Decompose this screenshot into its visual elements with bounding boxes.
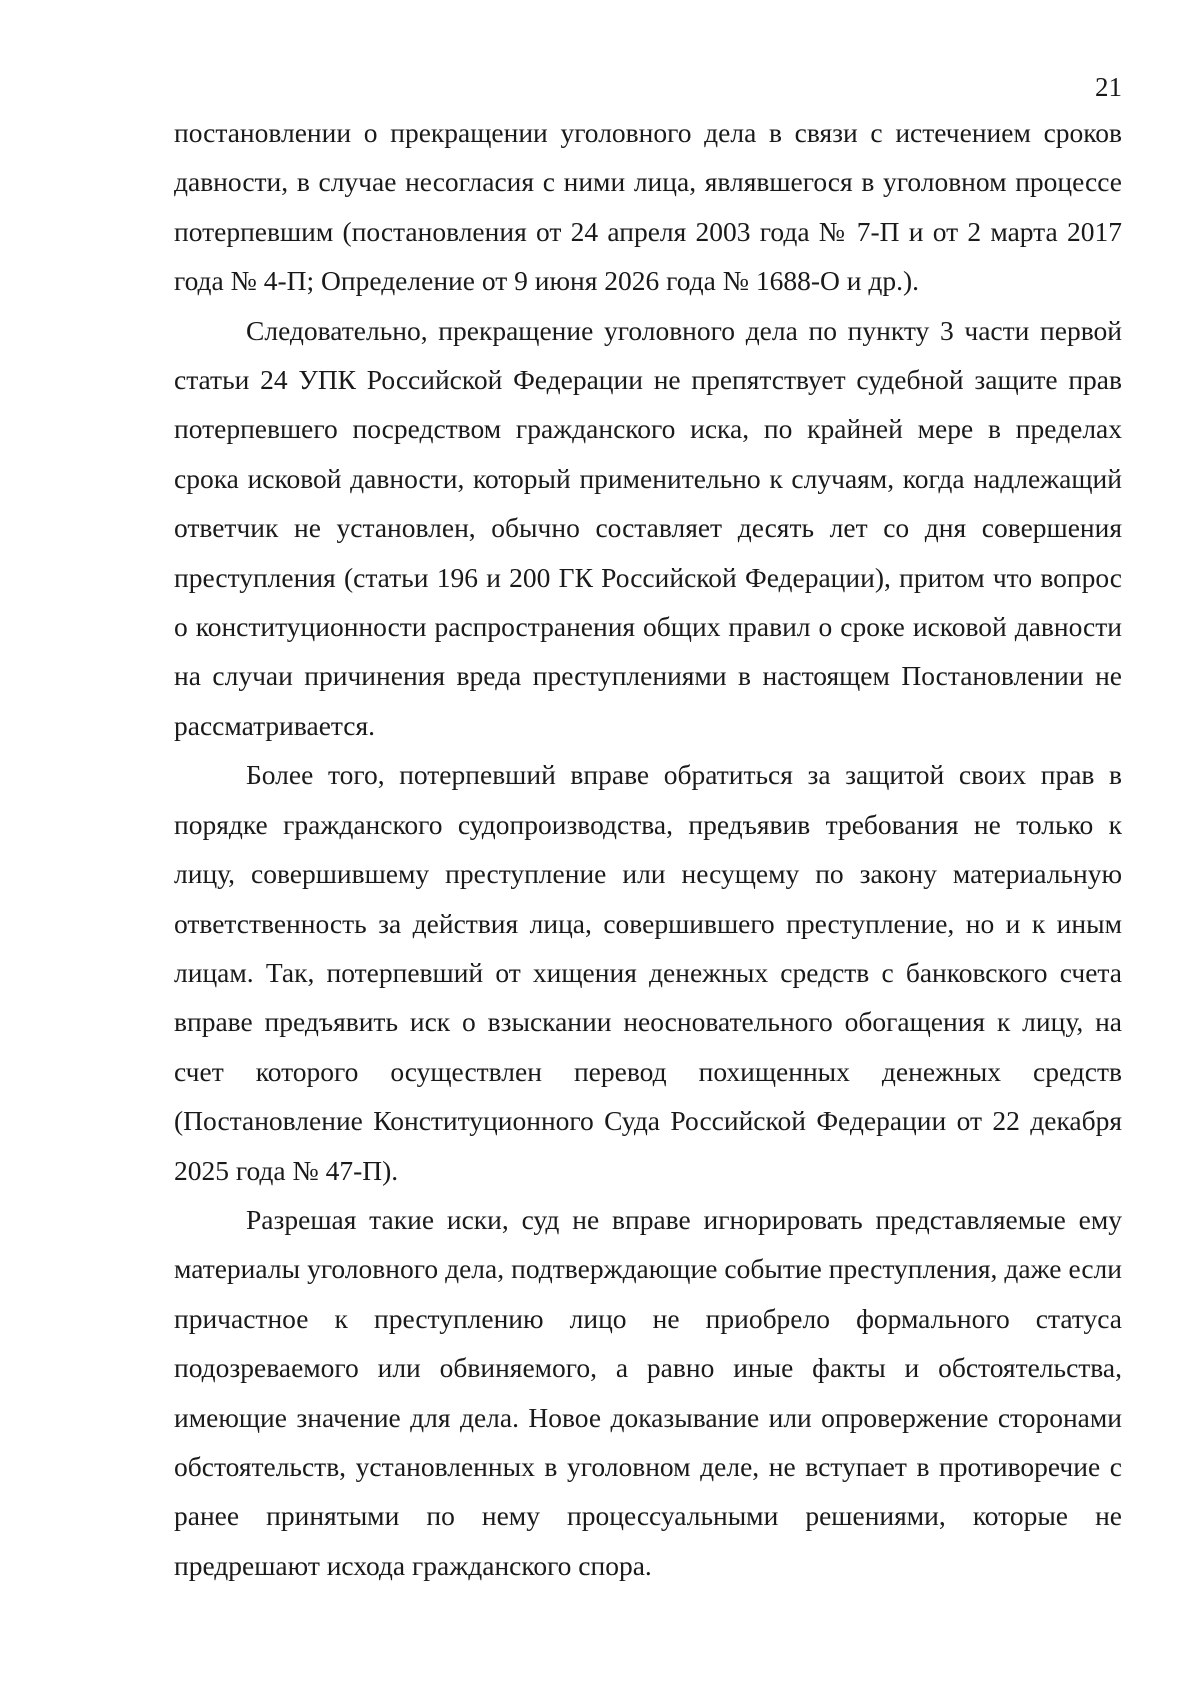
paragraph-resolving-claims: Разрешая такие иски, суд не вправе игнорировать представляемые ему материалы уголовного дела, подтверждающие событие преступления, даже если причастное к преступлению лицо не приобрело формального статуса подозреваемого или обвиняемого, а равно иные факты и обстоятельства, имеющие значение для дела. Новое доказывание или опровержение сторонами обстоятельств, установленных в уголовном деле, не вступает в противоречие с ранее принятыми по нему процессуальными решениями, которые не предрешают исхода гражданского спора. [174,1203,1122,1581]
document-body [174,108,1122,1590]
paragraph-consequently: Следовательно, прекращение уголовного дела по пункту 3 части первой статьи 24 УПК Российской Федерации не препятствует судебной защите прав потерпевшего посредством гражданского иска, по крайней мере в пределах срока исковой давности, который применительно к случаям, когда надлежащий ответчик не установлен, обычно составляет десять лет со дня совершения преступления (статьи 196 и 200 ГК Российской Федерации), притом что вопрос о конституционности распространения общих правил о сроке исковой давности на случаи причинения вреда преступлениями в настоящем Постановлении не рассматривается. [174,314,1122,741]
paragraph-continuation: постановлении о прекращении уголовного дела в связи с истечением сроков давности, в случае несогласия с ними лица, являвшегося в уголовном процессе потерпевшим (постановления от 24 апреля 2003 года № 7-П и от 2 марта 2017 года № 4-П; Определение от 9 июня 2026 года № 1688-О и др.). [174,117,1122,297]
page-number: 21 [1095,72,1122,102]
paragraph-moreover: Более того, потерпевший вправе обратиться за защитой своих прав в порядке гражданского судопроизводства, предъявив требования не только к лицу, совершившему преступление или несущему по закону материальную ответственность за действия лица, совершившего преступление, но и к иным лицам. Так, потерпевший от хищения денежных средств с банковского счета вправе предъявить иск о взыскании неосновательного обогащения к лицу, на счет которого осуществлен перевод похищенных денежных средств (Постановление Конституционного Суда Российской Федерации от 22 декабря 2025 года № 47-П). [174,759,1122,1186]
